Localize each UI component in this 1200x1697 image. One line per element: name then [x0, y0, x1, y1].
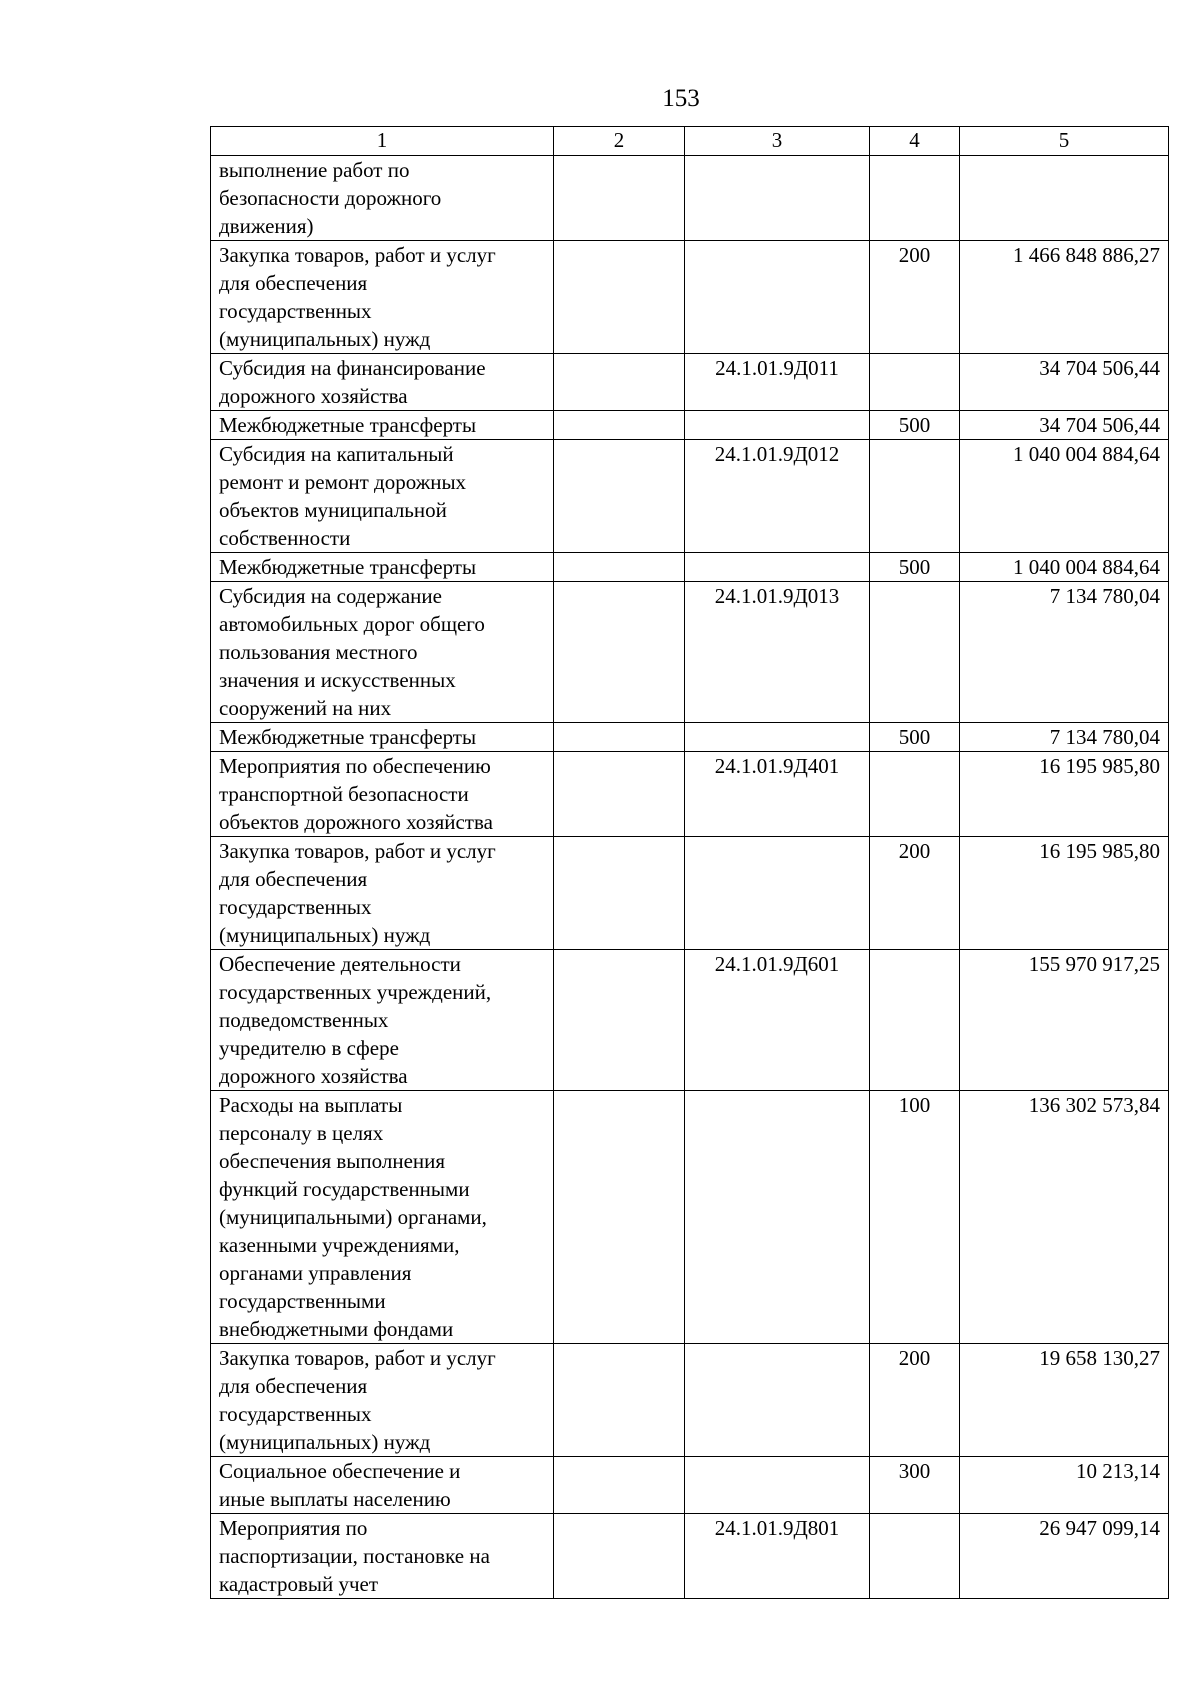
target-code-cell: 24.1.01.9Д013: [685, 582, 870, 723]
amount-cell: 26 947 099,14: [960, 1514, 1169, 1599]
expense-type-cell: 500: [870, 553, 960, 582]
table-header-row: [211, 127, 1169, 156]
column-2-cell: [554, 950, 685, 1091]
item-name-cell: Субсидия на содержание автомобильных дорог общего пользования местного значения и искусственных сооружений на них: [211, 582, 554, 723]
table-row: [211, 582, 1169, 723]
amount-cell: 7 134 780,04: [960, 723, 1169, 752]
amount-cell: 1 040 004 884,64: [960, 440, 1169, 553]
target-code-cell: [685, 553, 870, 582]
expense-type-cell: 100: [870, 1091, 960, 1344]
expense-type-cell: [870, 354, 960, 411]
column-header: 4: [870, 127, 960, 156]
amount-cell: 16 195 985,80: [960, 752, 1169, 837]
table-row: [211, 1344, 1169, 1457]
table-row: [211, 156, 1169, 241]
table-row: [211, 440, 1169, 553]
column-header: 1: [211, 127, 554, 156]
item-name-cell: Закупка товаров, работ и услуг для обеспечения государственных (муниципальных) нужд: [211, 1344, 554, 1457]
amount-cell: [960, 156, 1169, 241]
item-name-cell: Межбюджетные трансферты: [211, 553, 554, 582]
target-code-cell: [685, 156, 870, 241]
column-2-cell: [554, 1457, 685, 1514]
expense-type-cell: [870, 440, 960, 553]
item-name-cell: Мероприятия по обеспечению транспортной безопасности объектов дорожного хозяйства: [211, 752, 554, 837]
amount-cell: 155 970 917,25: [960, 950, 1169, 1091]
expense-type-cell: [870, 582, 960, 723]
table-row: [211, 411, 1169, 440]
item-name-cell: Расходы на выплаты персоналу в целях обеспечения выполнения функций государственными (муниципальными) органами, казенными учреждениями, органами управления государственными внебюджетными фондами: [211, 1091, 554, 1344]
target-code-cell: [685, 1457, 870, 1514]
table-row: [211, 241, 1169, 354]
item-name-cell: Межбюджетные трансферты: [211, 723, 554, 752]
table-row: [211, 837, 1169, 950]
column-2-cell: [554, 582, 685, 723]
column-2-cell: [554, 440, 685, 553]
target-code-cell: 24.1.01.9Д601: [685, 950, 870, 1091]
column-header: 2: [554, 127, 685, 156]
table-row: [211, 723, 1169, 752]
target-code-cell: [685, 241, 870, 354]
target-code-cell: 24.1.01.9Д401: [685, 752, 870, 837]
amount-cell: 34 704 506,44: [960, 411, 1169, 440]
amount-cell: 136 302 573,84: [960, 1091, 1169, 1344]
amount-cell: 16 195 985,80: [960, 837, 1169, 950]
item-name-cell: Субсидия на капитальный ремонт и ремонт дорожных объектов муниципальной собственности: [211, 440, 554, 553]
amount-cell: 19 658 130,27: [960, 1344, 1169, 1457]
expense-type-cell: 200: [870, 241, 960, 354]
expense-type-cell: [870, 1514, 960, 1599]
item-name-cell: Социальное обеспечение и иные выплаты населению: [211, 1457, 554, 1514]
expense-type-cell: [870, 950, 960, 1091]
amount-cell: 1 466 848 886,27: [960, 241, 1169, 354]
table-row: [211, 752, 1169, 837]
amount-cell: 7 134 780,04: [960, 582, 1169, 723]
column-2-cell: [554, 1344, 685, 1457]
item-name-cell: выполнение работ по безопасности дорожного движения): [211, 156, 554, 241]
expense-type-cell: 200: [870, 837, 960, 950]
table-row: [211, 553, 1169, 582]
column-2-cell: [554, 837, 685, 950]
expense-type-cell: 500: [870, 723, 960, 752]
column-2-cell: [554, 553, 685, 582]
target-code-cell: [685, 837, 870, 950]
item-name-cell: Мероприятия по паспортизации, постановке на кадастровый учет: [211, 1514, 554, 1599]
column-2-cell: [554, 1514, 685, 1599]
column-header: 5: [960, 127, 1169, 156]
target-code-cell: 24.1.01.9Д012: [685, 440, 870, 553]
column-2-cell: [554, 156, 685, 241]
page-number: 153: [662, 85, 700, 112]
target-code-cell: [685, 1344, 870, 1457]
column-header: 3: [685, 127, 870, 156]
amount-cell: 1 040 004 884,64: [960, 553, 1169, 582]
target-code-cell: [685, 1091, 870, 1344]
table-row: [211, 354, 1169, 411]
column-2-cell: [554, 723, 685, 752]
target-code-cell: 24.1.01.9Д801: [685, 1514, 870, 1599]
item-name-cell: Закупка товаров, работ и услуг для обеспечения государственных (муниципальных) нужд: [211, 837, 554, 950]
expense-type-cell: 300: [870, 1457, 960, 1514]
item-name-cell: Субсидия на финансирование дорожного хозяйства: [211, 354, 554, 411]
column-2-cell: [554, 241, 685, 354]
table-row: [211, 1091, 1169, 1344]
target-code-cell: [685, 723, 870, 752]
item-name-cell: Обеспечение деятельности государственных учреждений, подведомственных учредителю в сфере дорожного хозяйства: [211, 950, 554, 1091]
table-row: [211, 1514, 1169, 1599]
column-2-cell: [554, 411, 685, 440]
item-name-cell: Межбюджетные трансферты: [211, 411, 554, 440]
table-row: [211, 1457, 1169, 1514]
expense-type-cell: 500: [870, 411, 960, 440]
expense-type-cell: 200: [870, 1344, 960, 1457]
expense-type-cell: [870, 752, 960, 837]
column-2-cell: [554, 354, 685, 411]
column-2-cell: [554, 1091, 685, 1344]
table-row: [211, 950, 1169, 1091]
expense-type-cell: [870, 156, 960, 241]
target-code-cell: [685, 411, 870, 440]
target-code-cell: 24.1.01.9Д011: [685, 354, 870, 411]
budget-table: [210, 126, 1169, 1599]
item-name-cell: Закупка товаров, работ и услуг для обеспечения государственных (муниципальных) нужд: [211, 241, 554, 354]
column-2-cell: [554, 752, 685, 837]
amount-cell: 10 213,14: [960, 1457, 1169, 1514]
amount-cell: 34 704 506,44: [960, 354, 1169, 411]
